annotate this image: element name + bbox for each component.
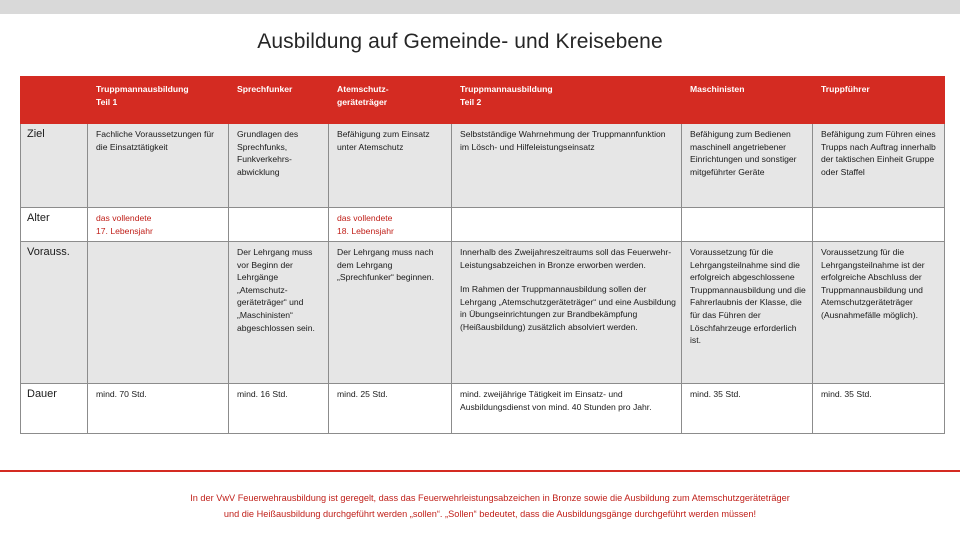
alter-cell-4: [452, 208, 682, 242]
ziel-cell-4: Selbstständige Wahrnehmung der Truppmannfunktion im Lösch- und Hilfeleistungseinsatz: [452, 124, 682, 208]
ziel-cell-2: Grundlagen des Sprechfunks, Funkverkehrs-abwicklung: [229, 124, 329, 208]
header-cell-truppmann-2: Truppmannausbildung Teil 2: [452, 77, 682, 124]
alter-cell-1: das vollendete 17. Lebensjahr: [88, 208, 229, 242]
header-cell-atemschutz: Atemschutz- geräteträger: [329, 77, 452, 124]
footnote-line-2: und die Heißausbildung durchgeführt werden „sollen“. „Sollen“ bedeutet, dass die Ausbildungsgänge durchgeführt werden müssen!: [223, 509, 757, 519]
header-corner-cell: [21, 77, 88, 124]
table-row-ziel: [21, 124, 945, 208]
footer-divider: [0, 470, 960, 472]
table-row-vorauss: [21, 242, 945, 384]
ziel-cell-6: Befähigung zum Führen eines Trupps nach Auftrag innerhalb der taktischen Einheit Gruppe oder Staffel: [813, 124, 945, 208]
row-label-vorauss: Vorauss.: [21, 242, 88, 384]
vorauss-cell-4: [452, 242, 682, 384]
dauer-cell-2: mind. 16 Std.: [229, 384, 329, 434]
vorauss-cell-4-para-2: Im Rahmen der Truppmannausbildung sollen der Lehrgang „Atemschutzgeräteträger“ und eine Ausbildung in Übungseinrichtungen zur Brandbekämpfung (Heißausbildung) zusätzlich absolviert werden.: [460, 284, 676, 332]
alter-cell-3: das vollendete 18. Lebensjahr: [329, 208, 452, 242]
header-cell-truppmann-1: Truppmannausbildung Teil 1: [88, 77, 229, 124]
footnote-line-1: In der VwV Feuerwehrausbildung ist geregelt, dass das Feuerwehrleistungsabzeichen in Bronze sowie die Ausbildung zum Atemschutzgeräteträger: [190, 493, 790, 503]
header-cell-truppfuehrer: Truppführer: [813, 77, 945, 124]
alter-cell-6: [813, 208, 945, 242]
row-label-dauer: Dauer: [21, 384, 88, 434]
training-table: [20, 76, 945, 434]
header-row: [21, 77, 945, 124]
ziel-cell-5: Befähigung zum Bedienen maschinell angetriebener Einrichtungen und sonstiger mitgeführter Geräte: [682, 124, 813, 208]
table-row-alter: [21, 208, 945, 242]
dauer-cell-4: mind. zweijährige Tätigkeit im Einsatz- und Ausbildungsdienst von mind. 40 Stunden pro Jahr.: [452, 384, 682, 434]
ziel-cell-1: Fachliche Voraussetzungen für die Einsatztätigkeit: [88, 124, 229, 208]
vorauss-cell-6: Voraussetzung für die Lehrgangsteilnahme ist der erfolgreiche Abschluss der Truppmannausbildung und Atemschutzgeräteträger (Ausnahmefälle möglich).: [813, 242, 945, 384]
vorauss-cell-1: [88, 242, 229, 384]
alter-cell-2: [229, 208, 329, 242]
vorauss-cell-4-para-1: Innerhalb des Zweijahreszeitraums soll das Feuerwehr-Leistungsabzeichen in Bronze erworben werden.: [460, 247, 672, 270]
footnote: [0, 490, 960, 522]
row-label-ziel: Ziel: [21, 124, 88, 208]
vorauss-cell-5: Voraussetzung für die Lehrgangsteilnahme sind die erfolgreich abgeschlossene Truppmannausbildung und die Fahrerlaubnis der Klasse, die für das Führen der Löschfahrzeuge erforderlich ist.: [682, 242, 813, 384]
header-cell-sprechfunker: Sprechfunker: [229, 77, 329, 124]
dauer-cell-6: mind. 35 Std.: [813, 384, 945, 434]
slide-title: Ausbildung auf Gemeinde- und Kreisebene: [257, 30, 663, 53]
vorauss-cell-2: Der Lehrgang muss vor Beginn der Lehrgänge „Atemschutz-geräteträger“ und „Maschinisten“ abgeschlossen sein.: [229, 242, 329, 384]
row-label-alter: Alter: [21, 208, 88, 242]
dauer-cell-3: mind. 25 Std.: [329, 384, 452, 434]
header-cell-maschinisten: Maschinisten: [682, 77, 813, 124]
vorauss-cell-3: Der Lehrgang muss nach dem Lehrgang „Sprechfunker“ beginnen.: [329, 242, 452, 384]
alter-cell-5: [682, 208, 813, 242]
ziel-cell-3: Befähigung zum Einsatz unter Atemschutz: [329, 124, 452, 208]
dauer-cell-1: mind. 70 Std.: [88, 384, 229, 434]
dauer-cell-5: mind. 35 Std.: [682, 384, 813, 434]
top-bar: [0, 0, 960, 14]
table-row-dauer: [21, 384, 945, 434]
